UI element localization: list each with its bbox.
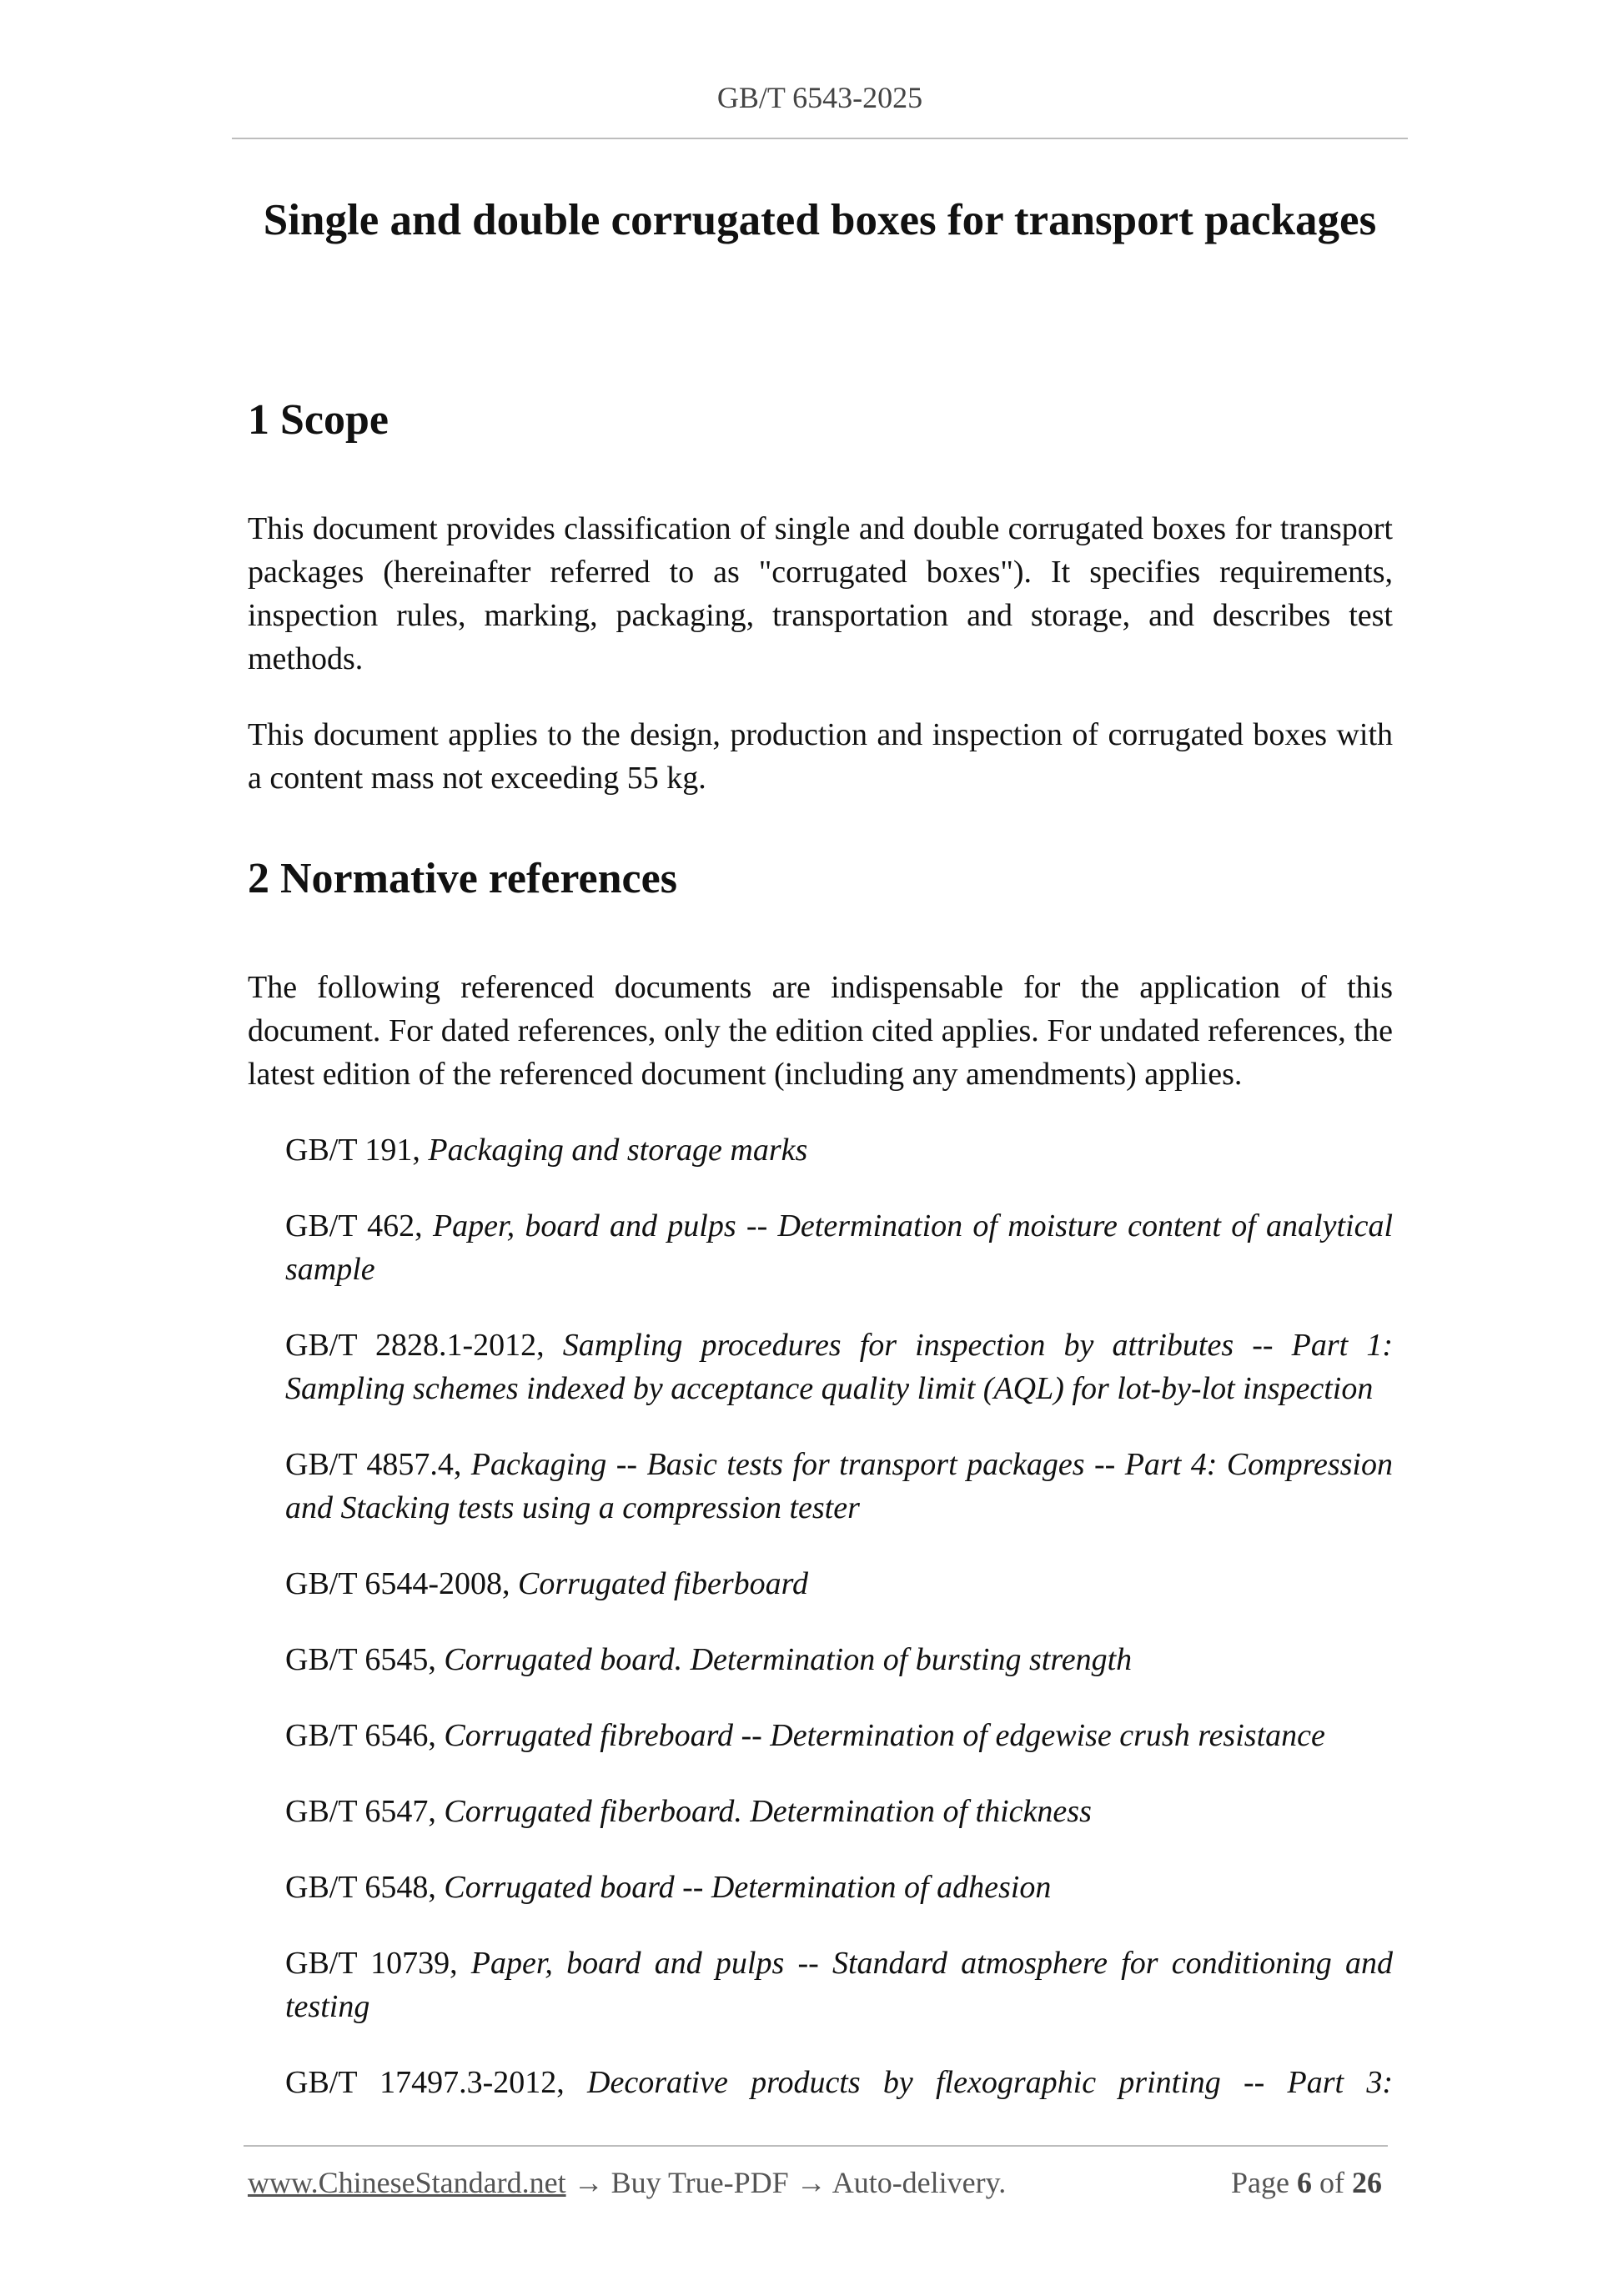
document-title: Single and double corrugated boxes for transport packages [263, 196, 1377, 244]
document-body [248, 390, 1393, 2137]
page-label: Page [1231, 2166, 1289, 2199]
running-header: GB/T 6543-2025 [716, 81, 923, 114]
reference-code: GB/T 2828.1-2012, [285, 1328, 545, 1363]
reference-code: GB/T 191, [285, 1133, 420, 1168]
reference-item [248, 1324, 1393, 1410]
reference-list [248, 1128, 1393, 2104]
page-total: 26 [1352, 2166, 1382, 2199]
reference-title: Corrugated fibreboard -- Determination of edgewise crush resistance [444, 1718, 1325, 1753]
reference-code: GB/T 6546, [285, 1718, 436, 1753]
footer-promo [248, 2165, 1006, 2200]
reference-code: GB/T 462, [285, 1208, 423, 1243]
scope-paragraph-2: This document applies to the design, production and inspection of corrugated boxes with a content mass not exceeding 55 kg. [248, 717, 1393, 796]
reference-item [248, 1204, 1393, 1291]
reference-item [248, 1790, 1393, 1833]
reference-title: Packaging -- Basic tests for transport packages -- Part 4: Compression and Stacking tests using a compression tester [285, 1447, 1393, 1525]
chinesestandard-link[interactable]: www.ChineseStandard.net [248, 2166, 566, 2199]
reference-title: Corrugated board -- Determination of adhesion [444, 1870, 1052, 1905]
reference-code: GB/T 17497.3-2012, [285, 2065, 565, 2100]
reference-item [248, 1942, 1393, 2028]
reference-item [248, 1443, 1393, 1530]
reference-title: Paper, board and pulps -- Determination of moisture content of analytical sample [285, 1208, 1394, 1287]
normative-references-heading: 2 Normative references [248, 855, 677, 902]
header-divider [232, 138, 1408, 139]
reference-code: GB/T 6548, [285, 1870, 436, 1905]
page-current: 6 [1297, 2166, 1312, 2199]
reference-title: Paper, board and pulps -- Standard atmosphere for conditioning and testing [285, 1946, 1394, 2024]
page-of-label: of [1319, 2166, 1344, 2199]
reference-title: Decorative products by flexographic printing -- Part 3: [587, 2065, 1394, 2100]
reference-title: Sampling procedures for inspection by attributes -- Part 1: Sampling schemes indexed by acceptance quality limit (AQL) for lot-by-lot inspection [285, 1328, 1394, 1406]
reference-title: Packaging and storage marks [428, 1133, 808, 1168]
reference-title: Corrugated board. Determination of bursting strength [444, 1642, 1133, 1677]
reference-code: GB/T 6545, [285, 1642, 436, 1677]
reference-title: Corrugated fiberboard [518, 1566, 809, 1601]
footer-promo-text: → Buy True-PDF → Auto-delivery. [565, 2166, 1007, 2199]
reference-code: GB/T 6544-2008, [285, 1566, 510, 1601]
scope-paragraph-1: This document provides classification of single and double corrugated boxes for transport packages (hereinafter referred to as "corrugated boxes"). It specifies requirements, inspection rules, marking, packaging, transportation and storage, and describes test methods. [248, 511, 1393, 676]
reference-item [248, 1638, 1393, 1681]
page-number [1231, 2165, 1382, 2200]
reference-item [248, 1714, 1393, 1757]
normative-intro-paragraph: The following referenced documents are indispensable for the application of this document. For dated references, only the edition cited applies. For undated references, the latest edition of the referenced document (including any amendments) applies. [248, 970, 1393, 1092]
reference-item [248, 1562, 1393, 1605]
footer-divider [244, 2145, 1388, 2147]
reference-item [248, 1128, 1393, 1172]
reference-code: GB/T 6547, [285, 1794, 436, 1829]
reference-code: GB/T 4857.4, [285, 1447, 462, 1482]
reference-code: GB/T 10739, [285, 1946, 458, 1981]
scope-heading: 1 Scope [248, 396, 389, 444]
reference-item [248, 2061, 1393, 2104]
reference-title: Corrugated fiberboard. Determination of thickness [444, 1794, 1092, 1829]
reference-item [248, 1866, 1393, 1909]
